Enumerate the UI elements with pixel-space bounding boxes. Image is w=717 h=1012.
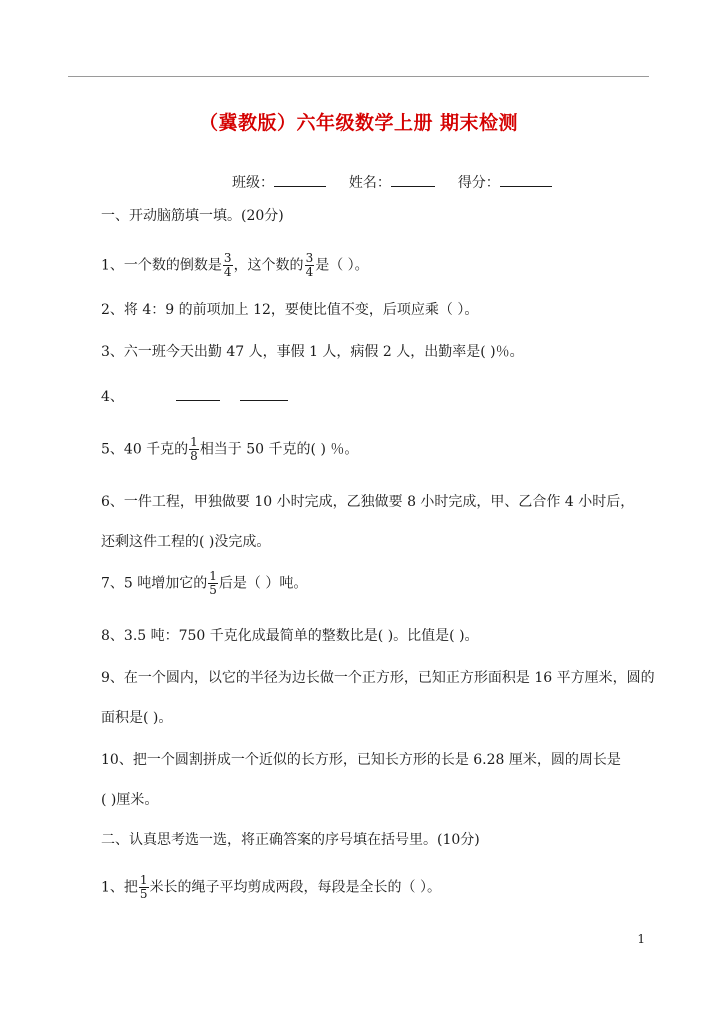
section-1-heading: 一、开动脑筋填一填。(20分) [101,208,284,224]
fraction-denominator: 8 [190,449,198,463]
fraction-3-4 [305,252,315,279]
fraction-1-8 [189,436,199,463]
q1-text-c: 是（ ）。 [315,257,369,274]
question-9-line-2: 面积是( )。 [101,710,173,726]
q4-blank-1 [176,386,220,401]
page-number: 1 [637,932,645,946]
question-4 [101,386,288,407]
score-label: 得分： [457,175,500,191]
name-blank [391,172,435,187]
fraction-1-5 [208,570,218,597]
fraction-denominator: 4 [223,265,232,279]
fraction-numerator: 1 [139,873,148,887]
fraction-denominator: 4 [305,265,314,279]
question-6-line-1: 6、一件工程，甲独做要 10 小时完成，乙独做要 8 小时完成，甲、乙合作 4 小时后， [101,494,635,510]
fraction-3-4 [223,252,233,279]
fraction-1-5 [139,874,149,901]
q7-text-b: 后是（ ）吨。 [218,575,308,592]
q1-text-b: ，这个数的 [233,257,304,274]
fraction-numerator: 1 [209,569,217,583]
section-2-question-1 [101,874,441,901]
question-5 [101,436,358,463]
q5-text-a: 5、40 千克的 [101,441,189,458]
s2q1-text-b: 米长的绳子平均剪成两段，每段是全长的（ ）。 [149,879,442,896]
fraction-denominator: 5 [139,887,148,901]
question-10-line-2: ( )厘米。 [101,792,159,808]
q7-text-a: 7、5 吨增加它的 [101,575,208,592]
section-2-heading: 二、认真思考选一选，将正确答案的序号填在括号里。(10分) [101,832,480,848]
question-8: 8、3.5 吨：750 千克化成最简单的整数比是( )。比值是( )。 [101,628,479,644]
question-10-line-1: 10、把一个圆割拼成一个近似的长方形，已知长方形的长是 6.28 厘米，圆的周长是 [101,752,621,768]
fraction-numerator: 3 [223,251,232,265]
question-6-line-2: 还剩这件工程的( )没完成。 [101,534,271,550]
question-2: 2、将 4：9 的前项加上 12，要使比值不变，后项应乘（ ）。 [101,302,479,318]
question-7 [101,570,307,597]
student-info-line [232,172,552,193]
q4-blank-2 [240,386,288,401]
header-rule [68,76,649,77]
score-blank [500,172,552,187]
fraction-numerator: 1 [190,435,198,449]
class-blank [274,172,326,187]
class-label: 班级： [232,175,274,191]
s2q1-text-a: 1、把 [101,879,138,896]
question-3: 3、六一班今天出勤 47 人，事假 1 人，病假 2 人，出勤率是( )％。 [101,344,524,360]
page-title: （冀教版）六年级数学上册 期末检测 [198,112,519,134]
question-1 [101,252,369,279]
q4-number: 4、 [101,389,124,405]
name-label: 姓名： [348,175,391,191]
q5-text-b: 相当于 50 千克的( ) ％。 [199,441,359,458]
q1-text-a: 1、一个数的倒数是 [101,257,222,274]
question-9-line-1: 9、在一个圆内，以它的半径为边长做一个正方形，已知正方形面积是 16 平方厘米，圆的 [101,670,655,686]
fraction-denominator: 5 [209,583,217,597]
fraction-numerator: 3 [305,251,314,265]
